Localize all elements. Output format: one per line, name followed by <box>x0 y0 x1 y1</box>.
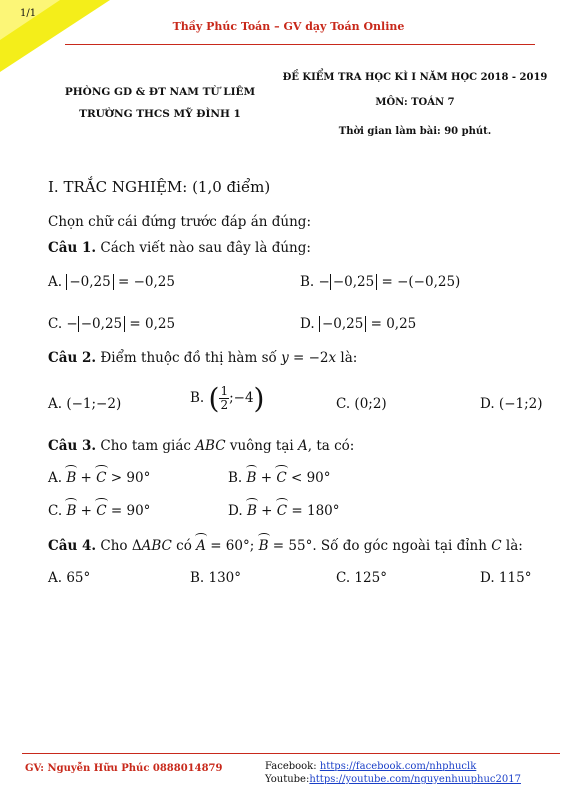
school-name: TRƯỜNG THCS MỸ ĐÌNH 1 <box>79 108 241 120</box>
question-1-text: Cách viết nào sau đây là đúng: <box>100 240 311 256</box>
q2-option-d[interactable]: D. (−1;2) <box>480 396 543 412</box>
q2-option-a[interactable]: A. (−1;−2) <box>48 396 122 412</box>
question-4: Câu 4. Cho ΔABC có A = 60°; B = 55°. Số đo góc ngoài tại đỉnh C là: <box>48 538 523 554</box>
question-4-label: Câu 4. <box>48 538 97 554</box>
footer-links <box>265 760 521 786</box>
q1-option-a[interactable]: A. −0,25 = −0,25 <box>48 274 175 290</box>
q3-option-a[interactable]: A. B + C > 90° <box>48 470 151 486</box>
question-2-label: Câu 2. <box>48 350 97 366</box>
section-title: I. TRẮC NGHIỆM: (1,0 điểm) <box>48 178 271 196</box>
facebook-link[interactable]: https://facebook.com/nhphuclk <box>319 761 477 772</box>
header-divider <box>65 44 535 45</box>
youtube-link[interactable]: https://youtube.com/nguyenhuuphuc2017 <box>309 774 521 785</box>
question-3-label: Câu 3. <box>48 438 97 454</box>
q1-option-c[interactable]: C. − −0,25 = 0,25 <box>48 316 176 332</box>
question-4-text: Cho <box>100 538 128 554</box>
page-number: 1/1 <box>20 8 37 19</box>
question-2: Câu 2. Điểm thuộc đồ thị hàm số y = −2x là: <box>48 350 358 366</box>
q3-option-c[interactable]: C. B + C = 90° <box>48 503 151 519</box>
q1-option-d[interactable]: D. −0,25 = 0,25 <box>300 316 417 332</box>
question-2-suffix: là: <box>340 350 358 366</box>
q3-option-d[interactable]: D. B + C = 180° <box>228 503 340 519</box>
question-2-text: Điểm thuộc đồ thị hàm số <box>100 350 277 366</box>
question-3: Câu 3. Cho tam giác ABC vuông tại A, ta có: <box>48 438 355 454</box>
question-1-label: Câu 1. <box>48 240 97 256</box>
question-4-mid: có <box>176 538 192 554</box>
question-4-end: là: <box>505 538 523 554</box>
footer-divider <box>22 753 560 754</box>
question-3-mid: vuông tại <box>229 438 294 454</box>
exam-time: Thời gian làm bài: 90 phút. <box>338 126 492 137</box>
question-1 <box>48 240 311 256</box>
q1-option-b[interactable]: B. − −0,25 = −(−0,25) <box>300 274 461 290</box>
question-4-suffix: . Số đo góc ngoài tại đỉnh <box>312 538 487 554</box>
school-dept: PHÒNG GD & ĐT NAM TỪ LIÊM <box>64 86 256 98</box>
question-3-text: Cho tam giác <box>100 438 191 454</box>
q4-option-c[interactable]: C. 125° <box>336 570 387 586</box>
question-3-suffix: , ta có: <box>307 438 355 454</box>
q4-option-d[interactable]: D. 115° <box>480 570 532 586</box>
q2-option-c[interactable]: C. (0;2) <box>336 396 387 412</box>
facebook-label: Facebook: <box>265 761 317 772</box>
exam-subject: MÔN: TOÁN 7 <box>375 97 455 108</box>
q3-option-b[interactable]: B. B + C < 90° <box>228 470 331 486</box>
q4-option-a[interactable]: A. 65° <box>48 570 91 586</box>
q4-option-b[interactable]: B. 130° <box>190 570 242 586</box>
youtube-label: Youtube: <box>265 774 310 785</box>
instruction: Chọn chữ cái đứng trước đáp án đúng: <box>48 214 311 230</box>
footer-teacher: GV: Nguyễn Hữu Phúc 0888014879 <box>25 763 223 774</box>
header-title: Thầy Phúc Toán – GV dạy Toán Online <box>172 20 405 33</box>
exam-title: ĐỀ KIỂM TRA HỌC KÌ I NĂM HỌC 2018 - 2019 <box>282 72 548 83</box>
q2-option-b[interactable]: B. ( $\frac{1}{2}$ ;−4) <box>190 382 265 415</box>
